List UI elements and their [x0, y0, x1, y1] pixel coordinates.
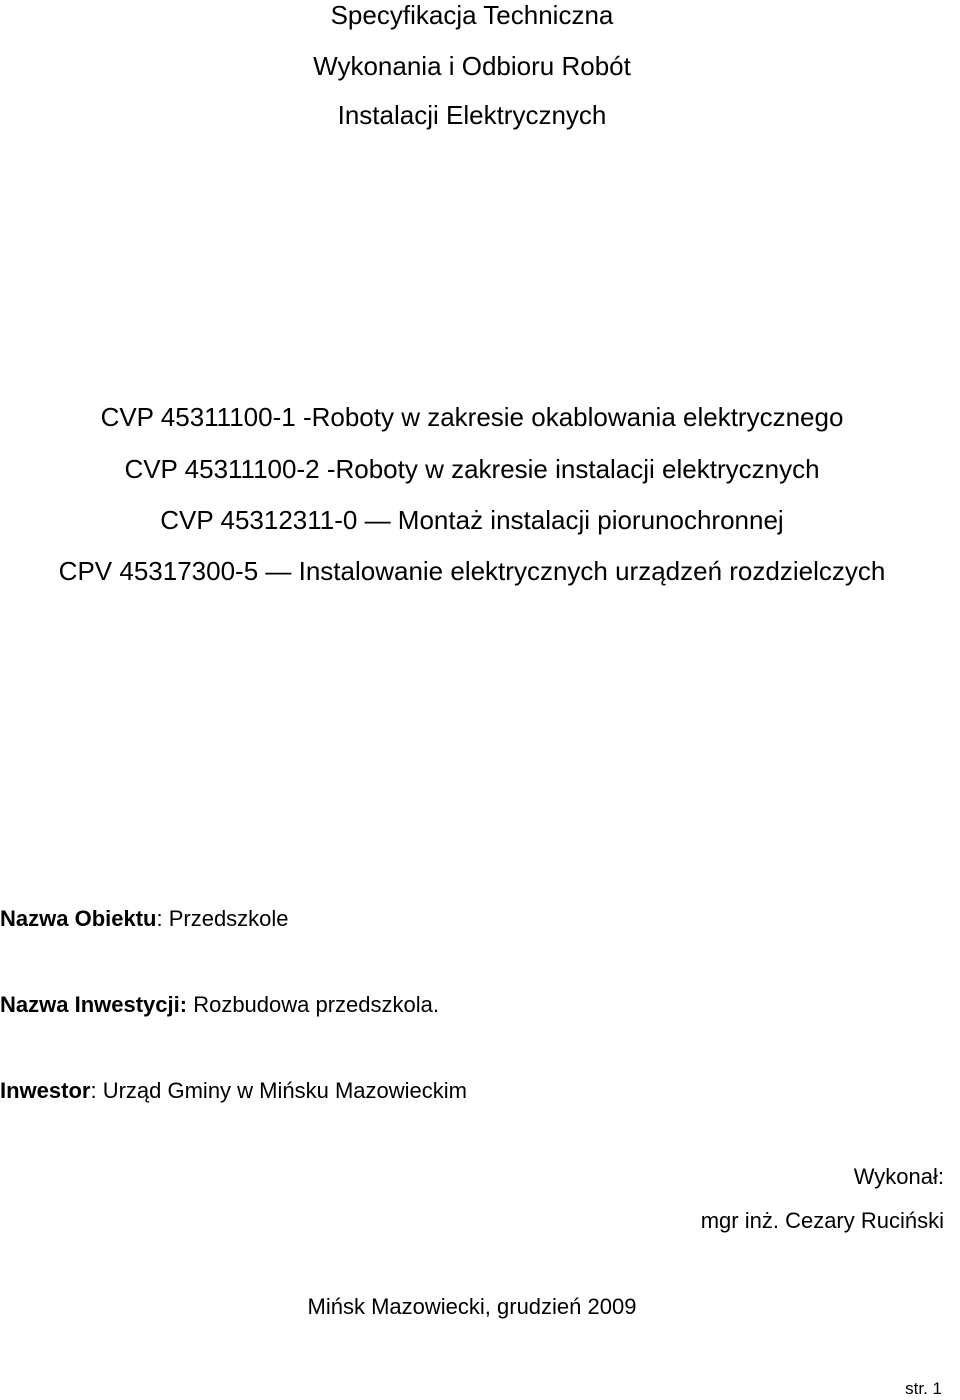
- object-name-label: Nazwa Obiektu: [0, 906, 157, 931]
- title-line-3: Instalacji Elektrycznych: [337, 100, 607, 130]
- investor-value: : Urząd Gminy w Mińsku Mazowieckim: [90, 1078, 467, 1103]
- investment-name-row: [0, 992, 439, 1018]
- object-name-value: : Przedszkole: [156, 906, 289, 931]
- place-date: Mińsk Mazowiecki, grudzień 2009: [307, 1294, 637, 1319]
- cpv-code-4: CPV 45317300-5 — Instalowanie elektrycznych urządzeń rozdzielczych: [58, 556, 886, 586]
- investor-label: Inwestor: [0, 1078, 91, 1103]
- object-name-row: [0, 906, 289, 932]
- title-line-1: Specyfikacja Techniczna: [330, 0, 614, 30]
- page-number: str. 1: [905, 1379, 942, 1398]
- cpv-code-1: CVP 45311100-1 -Roboty w zakresie okablowania elektrycznego: [100, 402, 844, 432]
- investment-name-value: Rozbudowa przedszkola.: [187, 992, 439, 1017]
- investor-row: [0, 1078, 467, 1104]
- title-line-2: Wykonania i Odbioru Robót: [313, 51, 631, 81]
- cpv-code-3: CVP 45312311-0 — Montaż instalacji piorunochronnej: [160, 505, 784, 535]
- investment-name-label: Nazwa Inwestycji:: [0, 992, 188, 1017]
- author-label: Wykonał:: [853, 1164, 944, 1189]
- cpv-code-2: CVP 45311100-2 -Roboty w zakresie instalacji elektrycznych: [124, 454, 820, 484]
- author-name: mgr inż. Cezary Ruciński: [700, 1208, 944, 1233]
